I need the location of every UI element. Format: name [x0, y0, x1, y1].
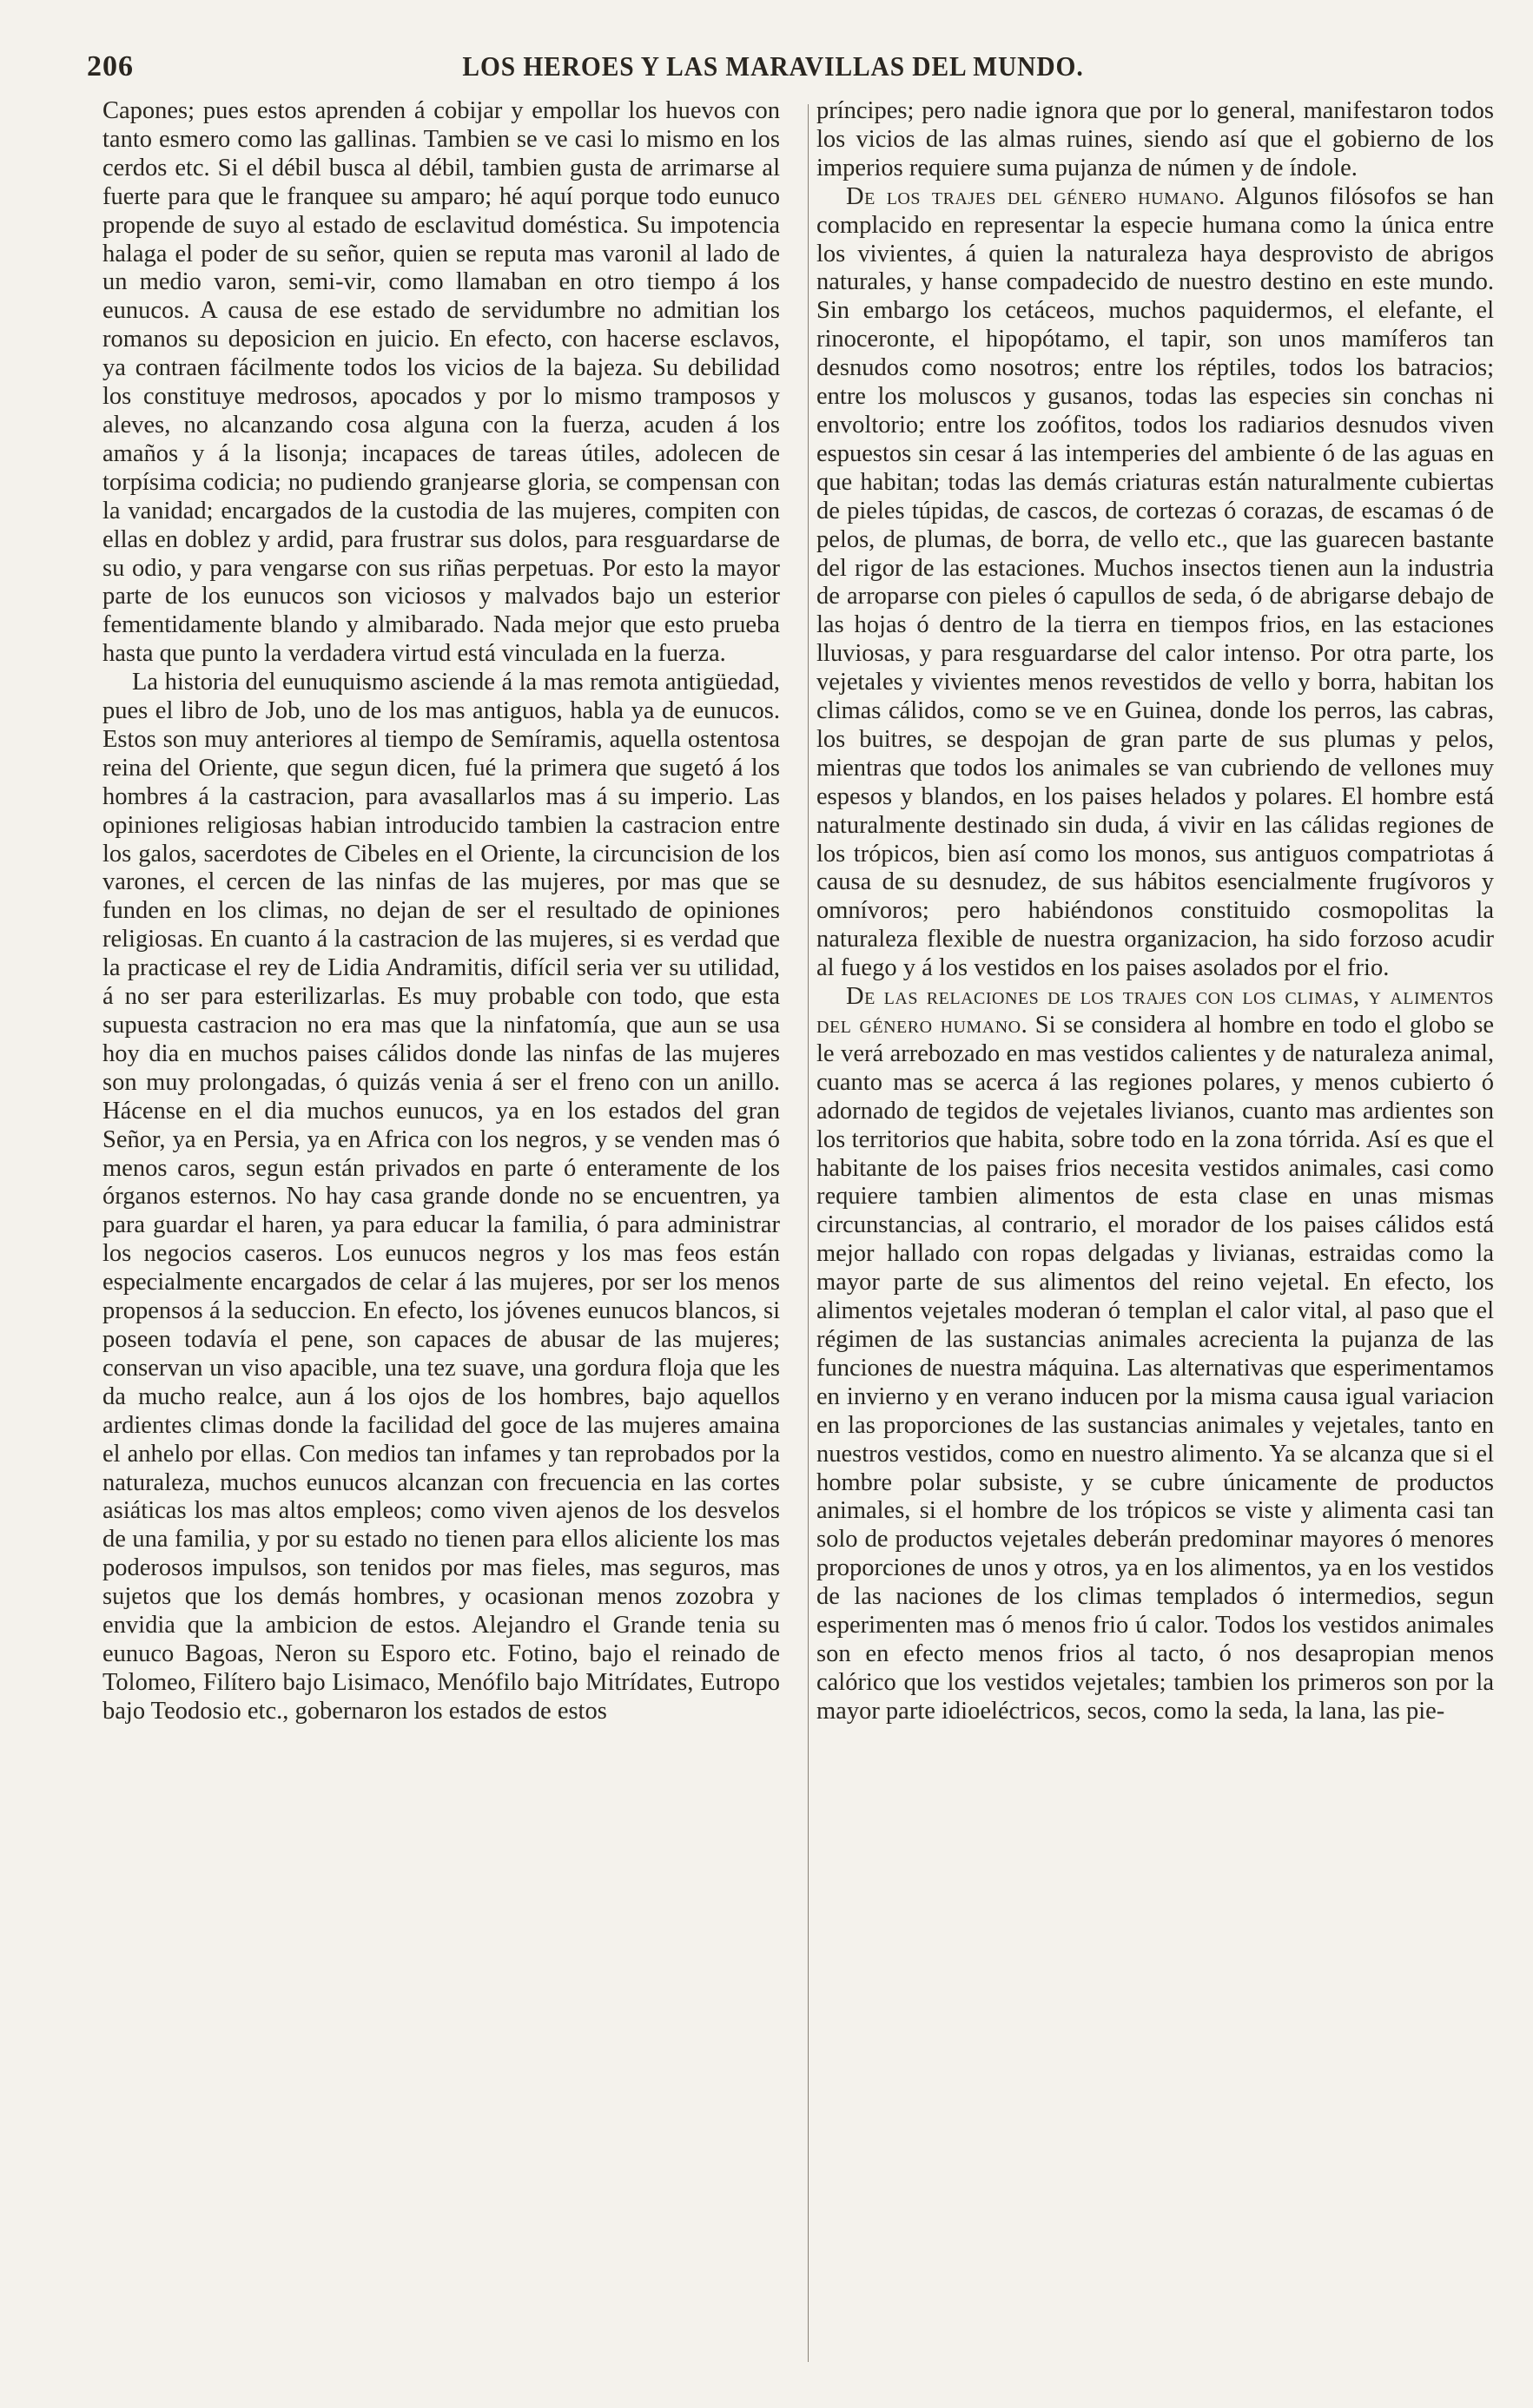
page-header	[87, 50, 1459, 92]
paragraph-eunucos-servidumbre: Capones; pues estos aprenden á cobijar y empollar los huevos con tanto esmero como las gallinas. Tambien se ve casi lo mismo en los cerdos etc. Si el débil busca al débil, tambien gusta de arrimarse al fuerte para que le franquee su amparo; hé aquí porque todo eunuco propende de suyo al estado de esclavitud doméstica. Su impotencia halaga el poder de su señor, quien se reputa mas varonil al lado de un medio varon, semi-vir, como llamaban en otro tiempo á los eunucos. A causa de ese estado de servidumbre no admitian los romanos su deposicion en juicio. En efecto, con hacerse esclavos, ya contraen fácilmente todos los vicios de la bajeza. Su debilidad los constituye medrosos, apocados y por lo mismo tramposos y aleves, no alcanzando cosa alguna con la fuerza, acuden á los amaños y á la lisonja; incapaces de tareas útiles, adolecen de torpísima codicia; no pudiendo granjearse gloria, se compensan con la vanidad; encargados de la custodia de las mujeres, compiten con ellas en doblez y ardid, para frustrar sus dolos, para resguardarse de su odio, y para vengarse con sus riñas perpetuas. Por esto la mayor parte de los eunucos son viciosos y malvados bajo un esterior fementidamente blando y almibarado. Nada mejor que esto prueba hasta que punto la verdadera virtud está vinculada en la fuerza.	[102, 97, 780, 668]
section-trajes	[816, 183, 1494, 983]
left-column	[102, 97, 780, 2372]
paragraph-relaciones: Si se considera al hombre en todo el globo se le verá arrebozado en mas vestidos calientes y de naturaleza animal, cuanto mas se acerca á las regiones polares, y menos cubierto ó adornado de tegidos de vejetales livianos, cuanto mas ardientes son los territorios que habita, sobre todo en la zona tórrida. Así es que el habitante de los paises frios necesita vestidos animales, casi como requiere tambien alimentos de esta clase en unas mismas circunstancias, al contrario, el morador de los paises cálidos está mejor hallado con ropas delgadas y livianas, estraidas como la mayor parte de sus alimentos del reino vejetal. En efecto, los alimentos vejetales moderan ó templan el calor vital, al paso que el régimen de las sustancias animales acrecienta la pujanza de las funciones de nuestra máquina. Las alternativas que esperimentamos en invierno y en verano inducen por la misma causa igual variacion en las proporciones de las sustancias animales y vejetales, tanto en nuestros vestidos, como en nuestro alimento. Ya se alcanza que si el hombre polar subsiste, y se cubre únicamente de productos animales, si el hombre de los trópicos se viste y alimenta casi tan solo de productos vejetales deberán predominar mayores ó menores proporciones de unos y otros, ya en los alimentos, ya en los vestidos de las naciones de los climas templados ó intermedios, segun esperimenten mas ó menos frio ú calor. Todos los vestidos animales son en efecto menos frios al tacto, ó nos desapropian menos calórico que los vestidos vejetales; tambien los primeros son por la mayor parte idioeléctricos, secos, como la seda, la lana, las pie-	[816, 1012, 1494, 1725]
right-column	[816, 97, 1494, 2372]
section-heading-trajes: De los trajes del género humano.	[846, 182, 1226, 210]
running-title: LOS HEROES Y LAS MARAVILLAS DEL MUNDO.	[462, 50, 1084, 82]
paragraph-principes: príncipes; pero nadie ignora que por lo general, manifestaron todos los vicios de las almas ruines, siendo así que el gobierno de los imperios requiere suma pujanza de númen y de índole.	[816, 97, 1494, 181]
section-heading-relaciones: De las relaciones de los trajes con los climas, y alimentos del género humano.	[816, 983, 1494, 1039]
paragraph-trajes: Algunos filósofos se han complacido en representar la especie humana como la única entre los vivientes, á quien la naturaleza haya desprovisto de abrigos naturales, y hanse compadecido de nuestro destino en este mundo. Sin embargo los cetáceos, muchos paquidermos, el elefante, el rinoceronte, el hipopótamo, el tapir, son unos mamíferos tan desnudos como nosotros; entre los réptiles, todos los batracios; entre los moluscos y gusanos, todas las especies sin conchas ni envoltorio; entre los zoófitos, todos los radiarios desnudos viven espuestos sin cesar á las intemperies del ambiente ó de las aguas en que habitan; todas las demás criaturas están naturalmente cubiertas de pieles túpidas, de cascos, de cortezas ó corazas, de escamas ó de pelos, de plumas, de borra, de vello etc., que las guarecen bastante del rigor de las estaciones. Muchos insectos tienen aun la industria de arroparse con pieles ó capullos de seda, ó de abrigarse debajo de las hojas ó dentro de la tierra en tiempos frios, en las estaciones lluviosas, y para resguardarse del calor intenso. Por otra parte, los vejetales y vivientes menos revestidos de vello y borra, habitan los climas cálidos, como se ve en Guinea, donde los perros, las cabras, los buitres, se despojan de gran parte de sus plumas y pelos, mientras que todos los animales se van cubriendo de vellones muy espesos y blandos, en los paises helados y polares. El hombre está naturalmente destinado sin duda, á vivir en las cálidas regiones de los trópicos, bien así como los monos, sus antiguos compatriotas á causa de su desnudez, de sus hábitos esencialmente frugívoros y omnívoros; pero habiéndonos constituido cosmopolitas la naturaleza flexible de nuestra organizacion, ha sido forzoso acudir al fuego y á los vestidos en los paises asolados por el frio.	[816, 182, 1494, 982]
section-relaciones	[816, 983, 1494, 1726]
column-divider	[808, 104, 809, 2362]
paragraph-historia-eunuquismo: La historia del eunuquismo asciende á la mas remota antigüedad, pues el libro de Job, uno de los mas antiguos, habla ya de eunucos. Estos son muy anteriores al tiempo de Semíramis, aquella ostentosa reina del Oriente, que segun dicen, fué la primera que sugetó á los hombres á la castracion, para avasallarlos mas á su imperio. Las opiniones religiosas habian introducido tambien la castracion entre los galos, sacerdotes de Cibeles en el Oriente, la circuncision de los varones, el cercen de las ninfas de las mujeres, por mas que se funden en los climas, no dejan de ser el resultado de opiniones religiosas. En cuanto á la castracion de las mujeres, si es verdad que la practicase el rey de Lidia Andramitis, difícil seria ver su utilidad, á no ser para esterilizarlas. Es muy probable con todo, que esta supuesta castracion no era mas que la ninfatomía, que aun se usa hoy dia en muchos paises cálidos donde las ninfas de las mujeres son muy prolongadas, ó quizás venia á ser el freno con un anillo. Hácense en el dia muchos eunucos, ya en los estados del gran Señor, ya en Persia, ya en Africa con los negros, y se venden mas ó menos caros, segun están privados en parte ó enteramente de los órganos esternos. No hay casa grande donde no se encuentren, ya para guardar el haren, ya para educar la familia, ó para administrar los negocios caseros. Los eunucos negros y los mas feos están especialmente encargados de celar á las mujeres, por ser los menos propensos á la seduccion. En efecto, los jóvenes eunucos blancos, si poseen todavía el pene, son capaces de abusar de las mujeres; conservan un viso apacible, una tez suave, una gordura floja que les da mucho realce, aun á los ojos de los hombres, bajo aquellos ardientes climas donde la facilidad del goce de las mujeres amaina el anhelo por ellas. Con medios tan infames y tan reprobados por la naturaleza, muchos eunucos alcanzan con frecuencia en las cortes asiáticas los mas altos empleos; como viven ajenos de los desvelos de una familia, y por su estado no tienen para ellos aliciente los mas poderosos impulsos, son tenidos por mas fieles, mas seguros, mas sujetos que los demás hombres, y ocasionan menos zozobra y envidia que la ambicion de estos. Alejandro el Grande tenia su eunuco Bagoas, Neron su Esporo etc. Fotino, bajo el reinado de Tolomeo, Filítero bajo Lisimaco, Menófilo bajo Mitrídates, Eutropo bajo Teodosio etc., gobernaron los estados de estos	[102, 669, 780, 1725]
page-number: 206	[87, 50, 134, 82]
